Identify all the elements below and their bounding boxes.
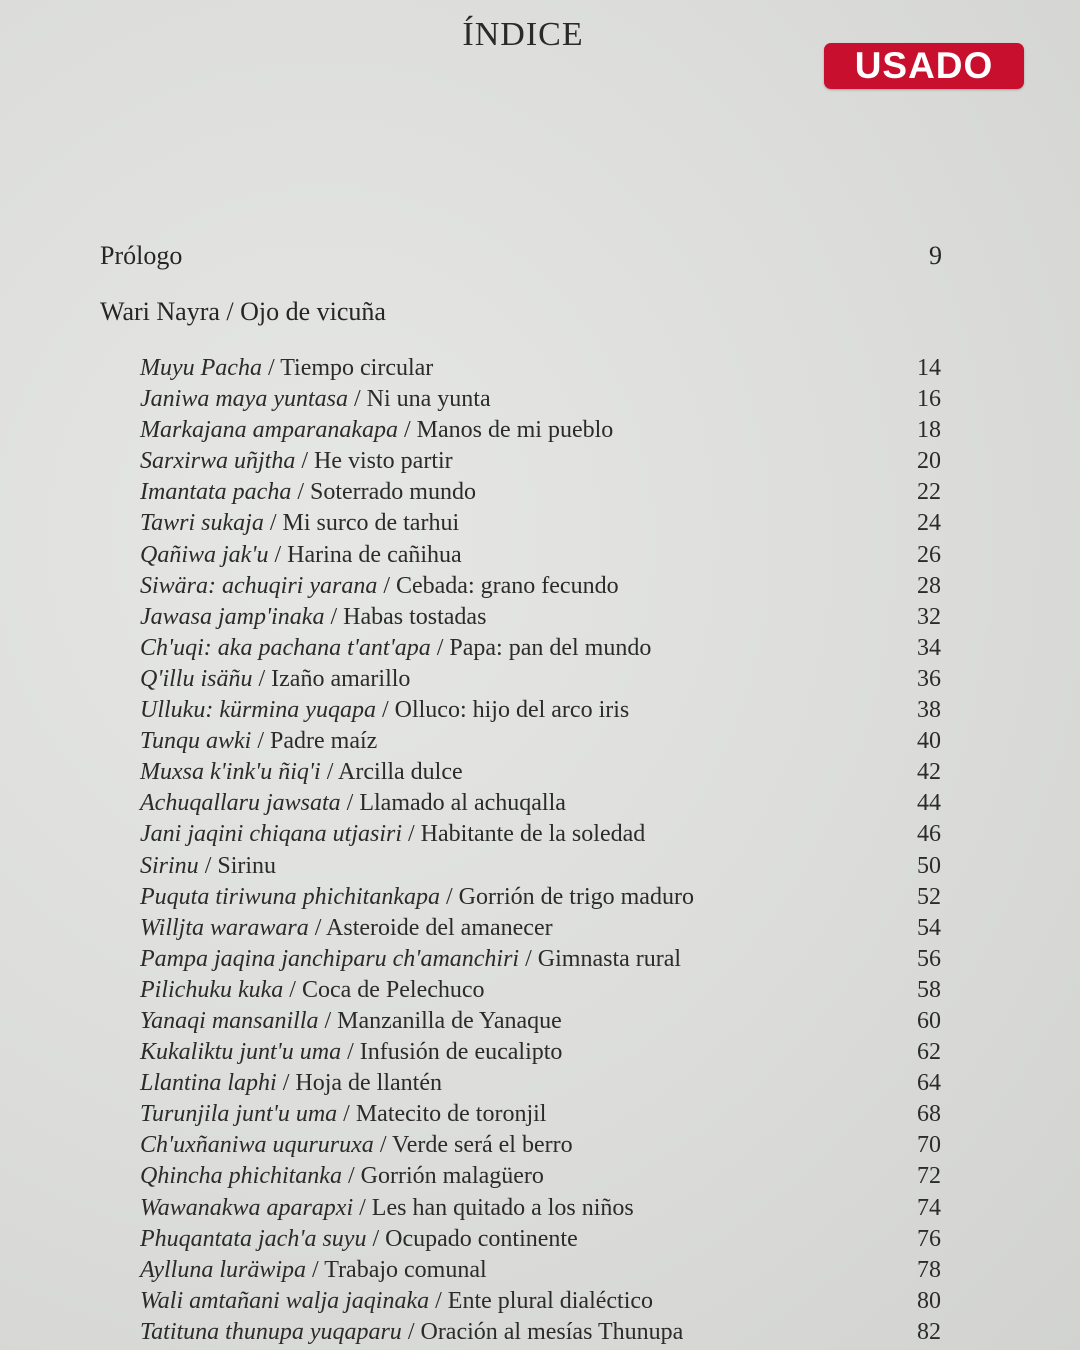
toc-entry-aymara: Pampa jaqina janchiparu ch'amanchiri	[140, 945, 520, 972]
toc-entry-title	[140, 1317, 683, 1348]
toc-entry-page-number: 68	[917, 1101, 941, 1128]
toc-entry-spanish: / Llamado al achuqalla	[346, 790, 566, 817]
toc-entry-spanish: / Coca de Pelechuco	[289, 976, 485, 1003]
toc-entry-title	[140, 944, 681, 975]
toc-entry-aymara: Kukaliktu junt'u uma	[140, 1039, 342, 1066]
toc-entry-aymara: Tatituna thunupa yuqaparu	[140, 1318, 402, 1345]
toc-entry-aymara: Puquta tiriwuna phichitankapa	[140, 883, 440, 910]
toc-entry-aymara: Qañiwa jak'u	[140, 541, 269, 568]
toc-entry-spanish: / Tiempo circular	[267, 355, 434, 381]
toc-entry-spanish: / Habas tostadas	[330, 603, 487, 630]
toc-entry-aymara: Imantata pacha	[140, 479, 292, 506]
toc-entry-page-number: 76	[917, 1225, 941, 1252]
toc-entry-title	[140, 415, 613, 446]
toc-entry-aymara: Siwära: achuqiri yarana	[140, 572, 378, 599]
toc-entry-title	[140, 1224, 578, 1255]
section-prologo-page: 9	[929, 241, 942, 270]
toc-entry-page-number: 24	[917, 510, 941, 537]
toc-entry-aymara: Muyu Pacha	[140, 355, 262, 381]
toc-entry-aymara: Ulluku: kürmina yuqapa	[140, 697, 376, 724]
toc-entry-title	[140, 1255, 487, 1286]
toc-entry-page-number: 70	[917, 1132, 941, 1159]
toc-entry-title	[140, 384, 491, 415]
toc-entry-aymara: Achuqallaru jawsata	[140, 790, 341, 817]
toc-entry-page-number: 20	[917, 448, 941, 475]
toc-entry-page-number: 18	[917, 417, 941, 444]
toc-entry-aymara: Llantina laphi	[140, 1070, 277, 1097]
toc-entry-page-number: 62	[917, 1039, 941, 1066]
toc-entry	[0, 1006, 1080, 1037]
toc-entry-title	[140, 477, 476, 508]
toc-entry-title	[140, 788, 566, 819]
toc-entry-spanish: / Izaño amarillo	[258, 665, 411, 692]
toc-entry-spanish: / Les han quitado a los niños	[359, 1194, 634, 1221]
toc-entry-spanish: / Hoja de llantén	[282, 1070, 442, 1097]
toc-entry-title	[140, 633, 651, 664]
toc-entry	[0, 819, 1080, 850]
section-prologo: Prólogo	[100, 241, 183, 270]
toc-entry-spanish: / Harina de cañihua	[274, 541, 462, 568]
toc-entry-title	[140, 1130, 573, 1161]
toc-entry-page-number: 80	[917, 1287, 941, 1314]
toc-entry	[0, 446, 1080, 477]
toc-entry-aymara: Qhincha phichitanka	[140, 1163, 342, 1190]
toc-entry-title	[140, 757, 463, 788]
toc-entry-title	[140, 1286, 653, 1317]
toc-entry-aymara: Jawasa jamp'inaka	[140, 603, 325, 630]
toc-entry	[0, 384, 1080, 415]
toc-entry	[0, 1099, 1080, 1130]
toc-entry-title	[140, 975, 485, 1006]
toc-entry-spanish: / Asteroide del amanecer	[314, 914, 553, 941]
toc-entry-page-number: 64	[917, 1070, 941, 1097]
toc-entry	[0, 571, 1080, 602]
toc-entry-aymara: Muxsa k'ink'u ñiq'i	[140, 759, 321, 786]
toc-entry-spanish: / Matecito de toronjil	[343, 1101, 547, 1128]
toc-entry-page-number: 82	[917, 1318, 941, 1345]
toc-entry-aymara: Ch'uqi: aka pachana t'ant'apa	[140, 634, 431, 661]
toc-entry-aymara: Phuqantata jach'a suyu	[140, 1225, 367, 1252]
toc-entry-title	[140, 1037, 562, 1068]
toc-entry-spanish: / Ni una yunta	[353, 386, 491, 413]
toc-entry	[0, 540, 1080, 571]
toc-entry	[0, 851, 1080, 882]
toc-entry-page-number: 52	[917, 883, 941, 910]
toc-entry	[0, 695, 1080, 726]
toc-entry-aymara: Sarxirwa uñjtha	[140, 448, 296, 475]
toc-entry-title	[140, 1068, 442, 1099]
toc-entry-spanish: / Habitante de la soledad	[408, 821, 646, 848]
toc-entry-aymara: Tawri sukaja	[140, 510, 264, 537]
toc-entry	[0, 913, 1080, 944]
toc-entry-page-number: 32	[917, 603, 941, 630]
toc-entry-aymara: Turunjila junt'u uma	[140, 1101, 338, 1128]
toc-entry	[0, 664, 1080, 695]
toc-entry-spanish: / Gorrión malagüero	[347, 1163, 544, 1190]
toc-entry	[0, 1286, 1080, 1317]
toc-entry-title	[140, 508, 459, 539]
toc-entry	[0, 1193, 1080, 1224]
toc-entry	[0, 1317, 1080, 1348]
toc-entry	[0, 1255, 1080, 1286]
section-wari-nayra: Wari Nayra / Ojo de vicuña	[100, 297, 386, 326]
toc-entry	[0, 602, 1080, 633]
toc-entry-spanish: / Arcilla dulce	[326, 759, 463, 786]
toc-entry-title	[140, 1006, 562, 1037]
toc-entry-spanish: / Padre maíz	[257, 728, 378, 755]
toc-entry-aymara: Q'illu isäñu	[140, 665, 253, 692]
toc-entry-page-number: 14	[917, 355, 941, 381]
toc-entry-spanish: / Cebada: grano fecundo	[383, 572, 619, 599]
toc-entry-spanish: / Olluco: hijo del arco iris	[381, 697, 630, 724]
toc-entry-title	[140, 353, 433, 384]
toc-entry-page-number: 60	[917, 1007, 941, 1034]
toc-entry-aymara: Willjta warawara	[140, 914, 309, 941]
toc-entry-spanish: / Infusión de eucalipto	[347, 1039, 563, 1066]
toc-entry-title	[140, 913, 553, 944]
toc-entry-spanish: / Mi surco de tarhui	[269, 510, 460, 537]
toc-entry-page-number: 22	[917, 479, 941, 506]
toc-entry	[0, 353, 1080, 384]
used-badge: USADO	[824, 43, 1024, 89]
toc-entry-aymara: Jani jaqini chiqana utjasiri	[140, 821, 402, 848]
toc-entry-spanish: / Gorrión de trigo maduro	[446, 883, 694, 910]
toc-entry-spanish: / Ocupado continente	[372, 1225, 578, 1252]
toc-entry-aymara: Pilichuku kuka	[140, 976, 284, 1003]
toc-entry-title	[140, 882, 694, 913]
toc-entry-aymara: Tunqu awki	[140, 728, 252, 755]
toc-entry-title	[140, 695, 629, 726]
toc-entry-page-number: 44	[917, 790, 941, 817]
toc-entry	[0, 975, 1080, 1006]
toc-entry-title	[140, 819, 645, 850]
toc-entry-spanish: / Papa: pan del mundo	[436, 634, 652, 661]
toc-entry-title	[140, 851, 276, 882]
toc-entry-title	[140, 540, 462, 571]
toc-entry-aymara: Aylluna luräwipa	[140, 1256, 307, 1283]
toc-entry-spanish: / Sirinu	[204, 852, 277, 879]
toc-entry-spanish: / Ente plural dialéctico	[435, 1287, 654, 1314]
toc-entry	[0, 882, 1080, 913]
toc-entry	[0, 1068, 1080, 1099]
toc-entry	[0, 633, 1080, 664]
toc-entry	[0, 508, 1080, 539]
toc-entry-page-number: 42	[917, 759, 941, 786]
toc-entry-page-number: 34	[917, 634, 941, 661]
toc-entry-page-number: 50	[917, 852, 941, 879]
toc-entry	[0, 944, 1080, 975]
toc-entry-page-number: 28	[917, 572, 941, 599]
toc-entry-page-number: 36	[917, 665, 941, 692]
toc-entry	[0, 1161, 1080, 1192]
toc-entry-page-number: 38	[917, 697, 941, 724]
toc-entry-title	[140, 446, 453, 477]
toc-entry-page-number: 72	[917, 1163, 941, 1190]
toc-entry-title	[140, 602, 486, 633]
toc-entry-spanish: / Soterrado mundo	[297, 479, 476, 506]
toc-entry	[0, 726, 1080, 757]
toc-entry-spanish: / He visto partir	[301, 448, 453, 475]
toc-entry-page-number: 56	[917, 945, 941, 972]
toc-entry-aymara: Ch'uxñaniwa uqururuxa	[140, 1132, 374, 1159]
toc-entry-title	[140, 664, 410, 695]
toc-entry-page-number: 74	[917, 1194, 941, 1221]
toc-entry-spanish: / Oración al mesías Thunupa	[407, 1318, 684, 1345]
toc-entry	[0, 757, 1080, 788]
toc-entry-page-number: 40	[917, 728, 941, 755]
toc-entry-title	[140, 571, 619, 602]
toc-entry-page-number: 46	[917, 821, 941, 848]
table-of-contents	[0, 353, 1080, 1348]
page-title: ÍNDICE	[462, 16, 584, 53]
toc-entry-spanish: / Gimnasta rural	[525, 945, 682, 972]
toc-entry	[0, 415, 1080, 446]
toc-entry-aymara: Markajana amparanakapa	[140, 417, 398, 444]
toc-entry-title	[140, 1099, 546, 1130]
toc-entry-aymara: Sirinu	[140, 852, 199, 879]
toc-entry-page-number: 26	[917, 541, 941, 568]
toc-entry-aymara: Wali amtañani walja jaqinaka	[140, 1287, 430, 1314]
toc-entry	[0, 788, 1080, 819]
toc-entry-aymara: Yanaqi mansanilla	[140, 1007, 319, 1034]
toc-entry-title	[140, 1161, 544, 1192]
toc-entry-spanish: / Manzanilla de Yanaque	[324, 1007, 562, 1034]
toc-entry-title	[140, 726, 377, 757]
toc-entry-page-number: 54	[917, 914, 941, 941]
toc-entry	[0, 477, 1080, 508]
toc-entry-page-number: 16	[917, 386, 941, 413]
toc-entry-page-number: 58	[917, 976, 941, 1003]
toc-entry-page-number: 78	[917, 1256, 941, 1283]
toc-entry-aymara: Janiwa maya yuntasa	[140, 386, 348, 413]
toc-entry-spanish: / Manos de mi pueblo	[403, 417, 614, 444]
toc-entry	[0, 1224, 1080, 1255]
toc-entry	[0, 1037, 1080, 1068]
toc-entry-spanish: / Trabajo comunal	[312, 1256, 487, 1283]
toc-entry-spanish: / Verde será el berro	[379, 1132, 573, 1159]
toc-entry-title	[140, 1193, 634, 1224]
toc-entry-aymara: Wawanakwa aparapxi	[140, 1194, 354, 1221]
toc-entry	[0, 1130, 1080, 1161]
